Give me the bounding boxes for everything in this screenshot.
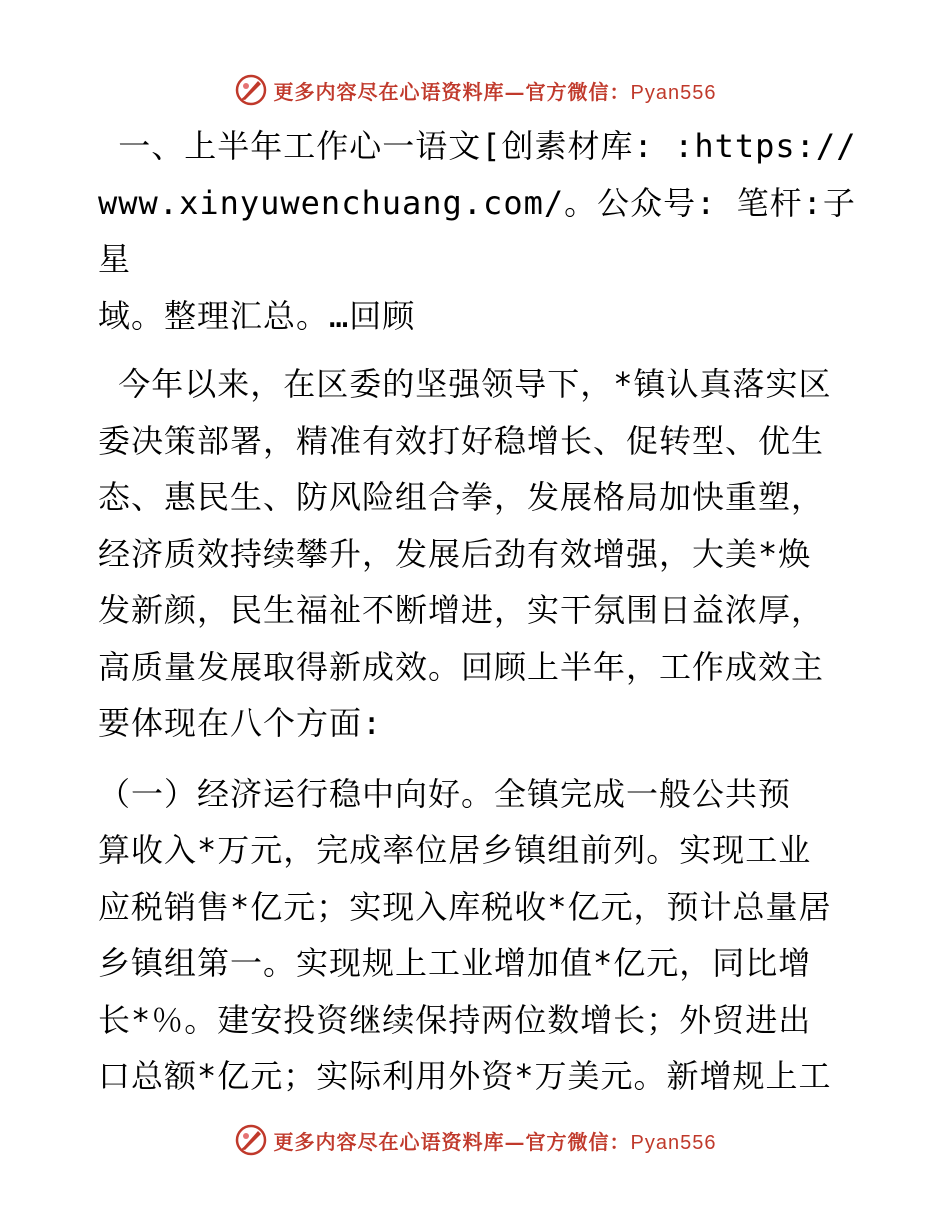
quill-logo-icon [234,1123,268,1157]
text-line: 高质量发展取得新成效。回顾上半年，工作成效主 [98,647,825,686]
text-line: 经济质效持续攀升，发展后劲有效增强，大美*焕 [98,534,812,573]
heading-paragraph [98,118,858,344]
watermark-wechat-id: Pyan556 [630,81,717,104]
text-line: 一、上半年工作心一语文[创素材库: :https:// [98,127,857,165]
text-line: 乡镇组第一。实现规上工业增加值*亿元，同比增 [98,944,812,982]
text-line: （一）经济运行稳中向好。全镇完成一般公共预 [98,774,792,813]
text-line: 域。整理汇总。…回顾 [98,296,416,335]
text-line: 今年以来，在区委的坚强领导下，*镇认真落实区 [98,365,832,403]
quill-logo-icon [234,73,268,107]
text-line: 要体现在八个方面: [98,704,383,742]
text-line: 算收入*万元，完成率位居乡镇组前列。实现工业 [98,831,812,869]
text-line: 发新颜，民生福祉不断增进，实干氛围日益浓厚， [98,591,825,629]
intro-paragraph [98,356,858,752]
watermark-text [274,76,717,105]
watermark-promo: 更多内容尽在心语资料库—官方微信： [273,79,631,104]
text-line: www.xinyuwenchuang.com/。公众号: 笔杆:子星 [98,183,856,278]
text-line: 口总额*亿元；实际利用外资*万美元。新增规上工 [98,1057,832,1095]
watermark-text [274,1126,717,1155]
watermark-wechat-id: Pyan556 [630,1131,717,1154]
text-line: 态、惠民生、防风险组合拳，发展格局加快重塑， [98,478,825,516]
text-line: 应税销售*亿元；实现入库税收*亿元，预计总量居 [98,887,832,926]
document-body [98,118,858,1105]
text-line: 委决策部署，精准有效打好稳增长、促转型、优生 [98,421,825,460]
header-watermark-banner [0,70,950,110]
footer-watermark-banner [0,1120,950,1160]
text-line: 长*％。建安投资继续保持两位数增长；外贸进出 [98,1000,812,1039]
watermark-promo: 更多内容尽在心语资料库—官方微信： [273,1129,631,1154]
section-one-paragraph [98,766,858,1105]
